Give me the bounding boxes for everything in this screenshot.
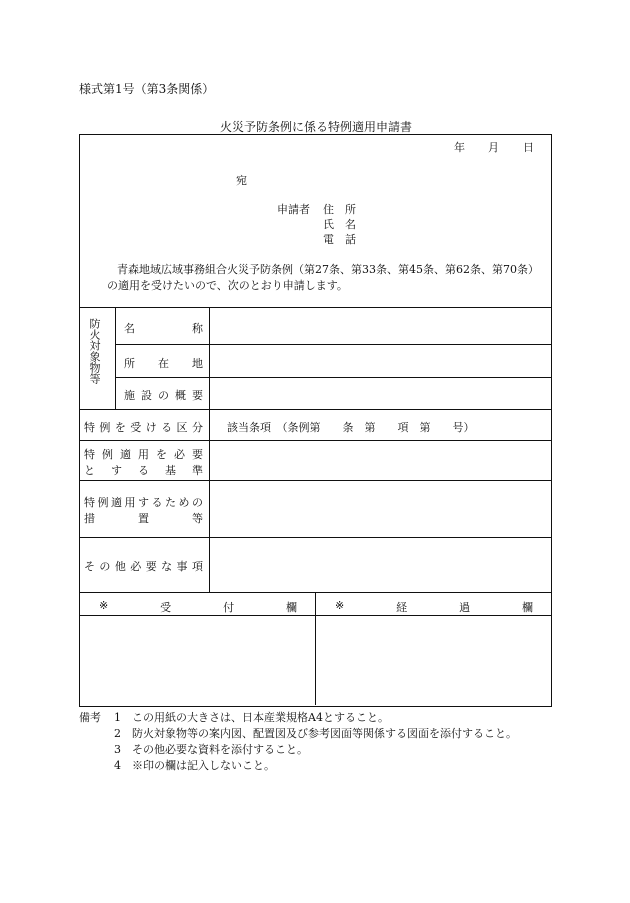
date-month[interactable]: 月: [488, 141, 499, 154]
facility-field[interactable]: [211, 379, 549, 408]
row-name-label: 名 称: [124, 322, 203, 335]
form-title: 火災予防条例に係る特例適用申請書: [220, 120, 413, 134]
date-day[interactable]: 日: [523, 141, 534, 154]
receipt-box-label: ※ 受 付 欄: [99, 599, 297, 614]
row-criteria-label-2: と す る 基 準: [84, 464, 203, 477]
row-measures-label-2: 措 置 等: [84, 512, 203, 525]
date-year[interactable]: 年: [454, 141, 465, 154]
form-number: 様式第1号（第3条関係）: [79, 82, 215, 96]
row-criteria-label-1: 特 例 適 用 を 必 要: [84, 448, 203, 461]
note-item-3: 3 その他必要な資料を添付すること。: [114, 743, 308, 756]
progress-box-label: ※ 経 過 欄: [335, 599, 533, 614]
measures-field[interactable]: [211, 482, 549, 536]
row-facility-label: 施 設 の 概 要: [124, 389, 203, 402]
row-location-label: 所 在 地: [124, 357, 203, 370]
statement-line1: 青森地域広域事務組合火災予防条例（第27条、第33条、第45条、第62条、第70条）: [117, 263, 539, 276]
row-category-label: 特 例 を 受 け る 区 分: [84, 421, 203, 434]
note-item-2: 2 防火対象物等の案内図、配置図及び参考図面等関係する図面を添付すること。: [114, 727, 517, 740]
note-item-4: 4 ※印の欄は記入しないこと。: [114, 759, 275, 772]
applicant-address-label[interactable]: 住 所: [323, 203, 356, 216]
applicant-name-label[interactable]: 氏 名: [323, 218, 356, 231]
other-field[interactable]: [211, 539, 549, 591]
addressee-label: 宛: [236, 174, 247, 187]
applicant-label: 申請者: [277, 203, 310, 216]
note-item-1: 1 この用紙の大きさは、日本産業規格A4とすること。: [114, 711, 389, 724]
row-other-label: そ の 他 必 要 な 事 項: [84, 560, 203, 573]
object-group-label: 防火対象物等: [88, 318, 101, 384]
notes-label: 備考: [79, 711, 101, 724]
statement-line2: の適用を受けたいので、次のとおり申請します。: [107, 279, 348, 292]
applicant-phone-label[interactable]: 電 話: [323, 233, 356, 246]
category-clause-field[interactable]: 該当条項 （条例第 条 第 項 第 号）: [227, 421, 475, 434]
criteria-field[interactable]: [211, 442, 549, 479]
row-measures-label-1: 特 例 適 用 す る た め の: [84, 496, 203, 509]
name-field[interactable]: [211, 309, 549, 343]
location-field[interactable]: [211, 346, 549, 376]
